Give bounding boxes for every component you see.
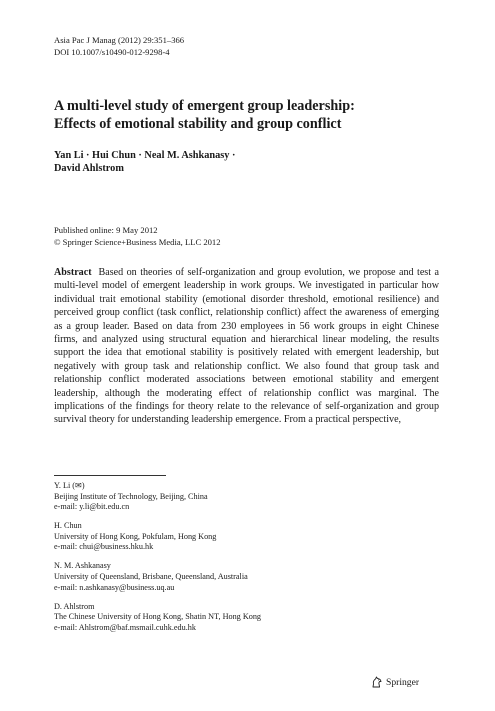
authors-line-2: David Ahlstrom (54, 163, 124, 174)
affiliation-ahlstrom (54, 602, 439, 634)
affiliation-email: e-mail: chui@business.hku.hk (54, 542, 154, 552)
springer-wordmark: Springer (386, 676, 420, 688)
affiliation-email: e-mail: y.li@bit.edu.cn (54, 502, 130, 512)
affiliation-ashkanasy (54, 561, 439, 593)
copyright-notice: © Springer Science+Business Media, LLC 2012 (54, 236, 221, 247)
abstract (54, 266, 439, 427)
footnote-rule (54, 475, 166, 476)
affiliation-institution: The Chinese University of Hong Kong, Shatin NT, Hong Kong (54, 612, 262, 622)
springer-logo (371, 676, 419, 688)
journal-citation: Asia Pac J Manag (2012) 29:351–366 (54, 35, 185, 45)
authors-line-1: Yan Li · Hui Chun · Neal M. Ashkanasy · (54, 150, 236, 161)
author-list (54, 149, 454, 175)
affiliation-email: e-mail: n.ashkanasy@business.uq.au (54, 582, 175, 592)
affiliation-institution: University of Queensland, Brisbane, Queensland, Australia (54, 571, 248, 581)
affiliations (54, 481, 439, 642)
abstract-text: Based on theories of self-organization and group evolution, we propose and test a multi-level model of emergent leadership in work groups. We investigated in particular how individual trait emotional stability (emotional disorder threshold, emotional resilience) and perceived group conflict (task conflict, relationship conflict) affect the awareness of emerging as a group leader. Based on data from 230 employees in 56 work groups in eight Chinese firms, and analyzed using structural equation and hierarchical linear modeling, the results support the idea that emotional stability is positively related with emergent leadership, but negatively with group task and relationship conflict. We also found that group task and relationship conflict moderated associations between emotional stability and emergent leadership, although the moderating effect of relationship conflict was marginal. The implications of the findings for theory relate to the relevance of self-organization and group survival theory for understanding leadership emergence. From a practical perspective, (54, 267, 439, 426)
affiliation-name: H. Chun (54, 521, 82, 531)
springer-horse-icon (371, 676, 383, 688)
journal-header (54, 34, 184, 58)
affiliation-institution: University of Hong Kong, Pokfulam, Hong Kong (54, 531, 217, 541)
affiliation-li (54, 481, 439, 513)
title-line-1: A multi-level study of emergent group leadership: (54, 98, 355, 114)
affiliation-name: N. M. Ashkanasy (54, 561, 111, 571)
affiliation-institution: Beijing Institute of Technology, Beijing, China (54, 491, 208, 501)
affiliation-name: Y. Li (✉) (54, 481, 85, 490)
affiliation-chun (54, 521, 439, 553)
publication-info (54, 225, 221, 248)
doi: DOI 10.1007/s10490-012-9298-4 (54, 47, 170, 57)
abstract-label: Abstract (54, 267, 92, 278)
paper-title (54, 97, 454, 133)
title-line-2: Effects of emotional stability and group conflict (54, 116, 342, 132)
published-online: Published online: 9 May 2012 (54, 225, 158, 235)
affiliation-name: D. Ahlstrom (54, 601, 95, 611)
affiliation-email: e-mail: Ahlstrom@baf.msmail.cuhk.edu.hk (54, 622, 196, 632)
